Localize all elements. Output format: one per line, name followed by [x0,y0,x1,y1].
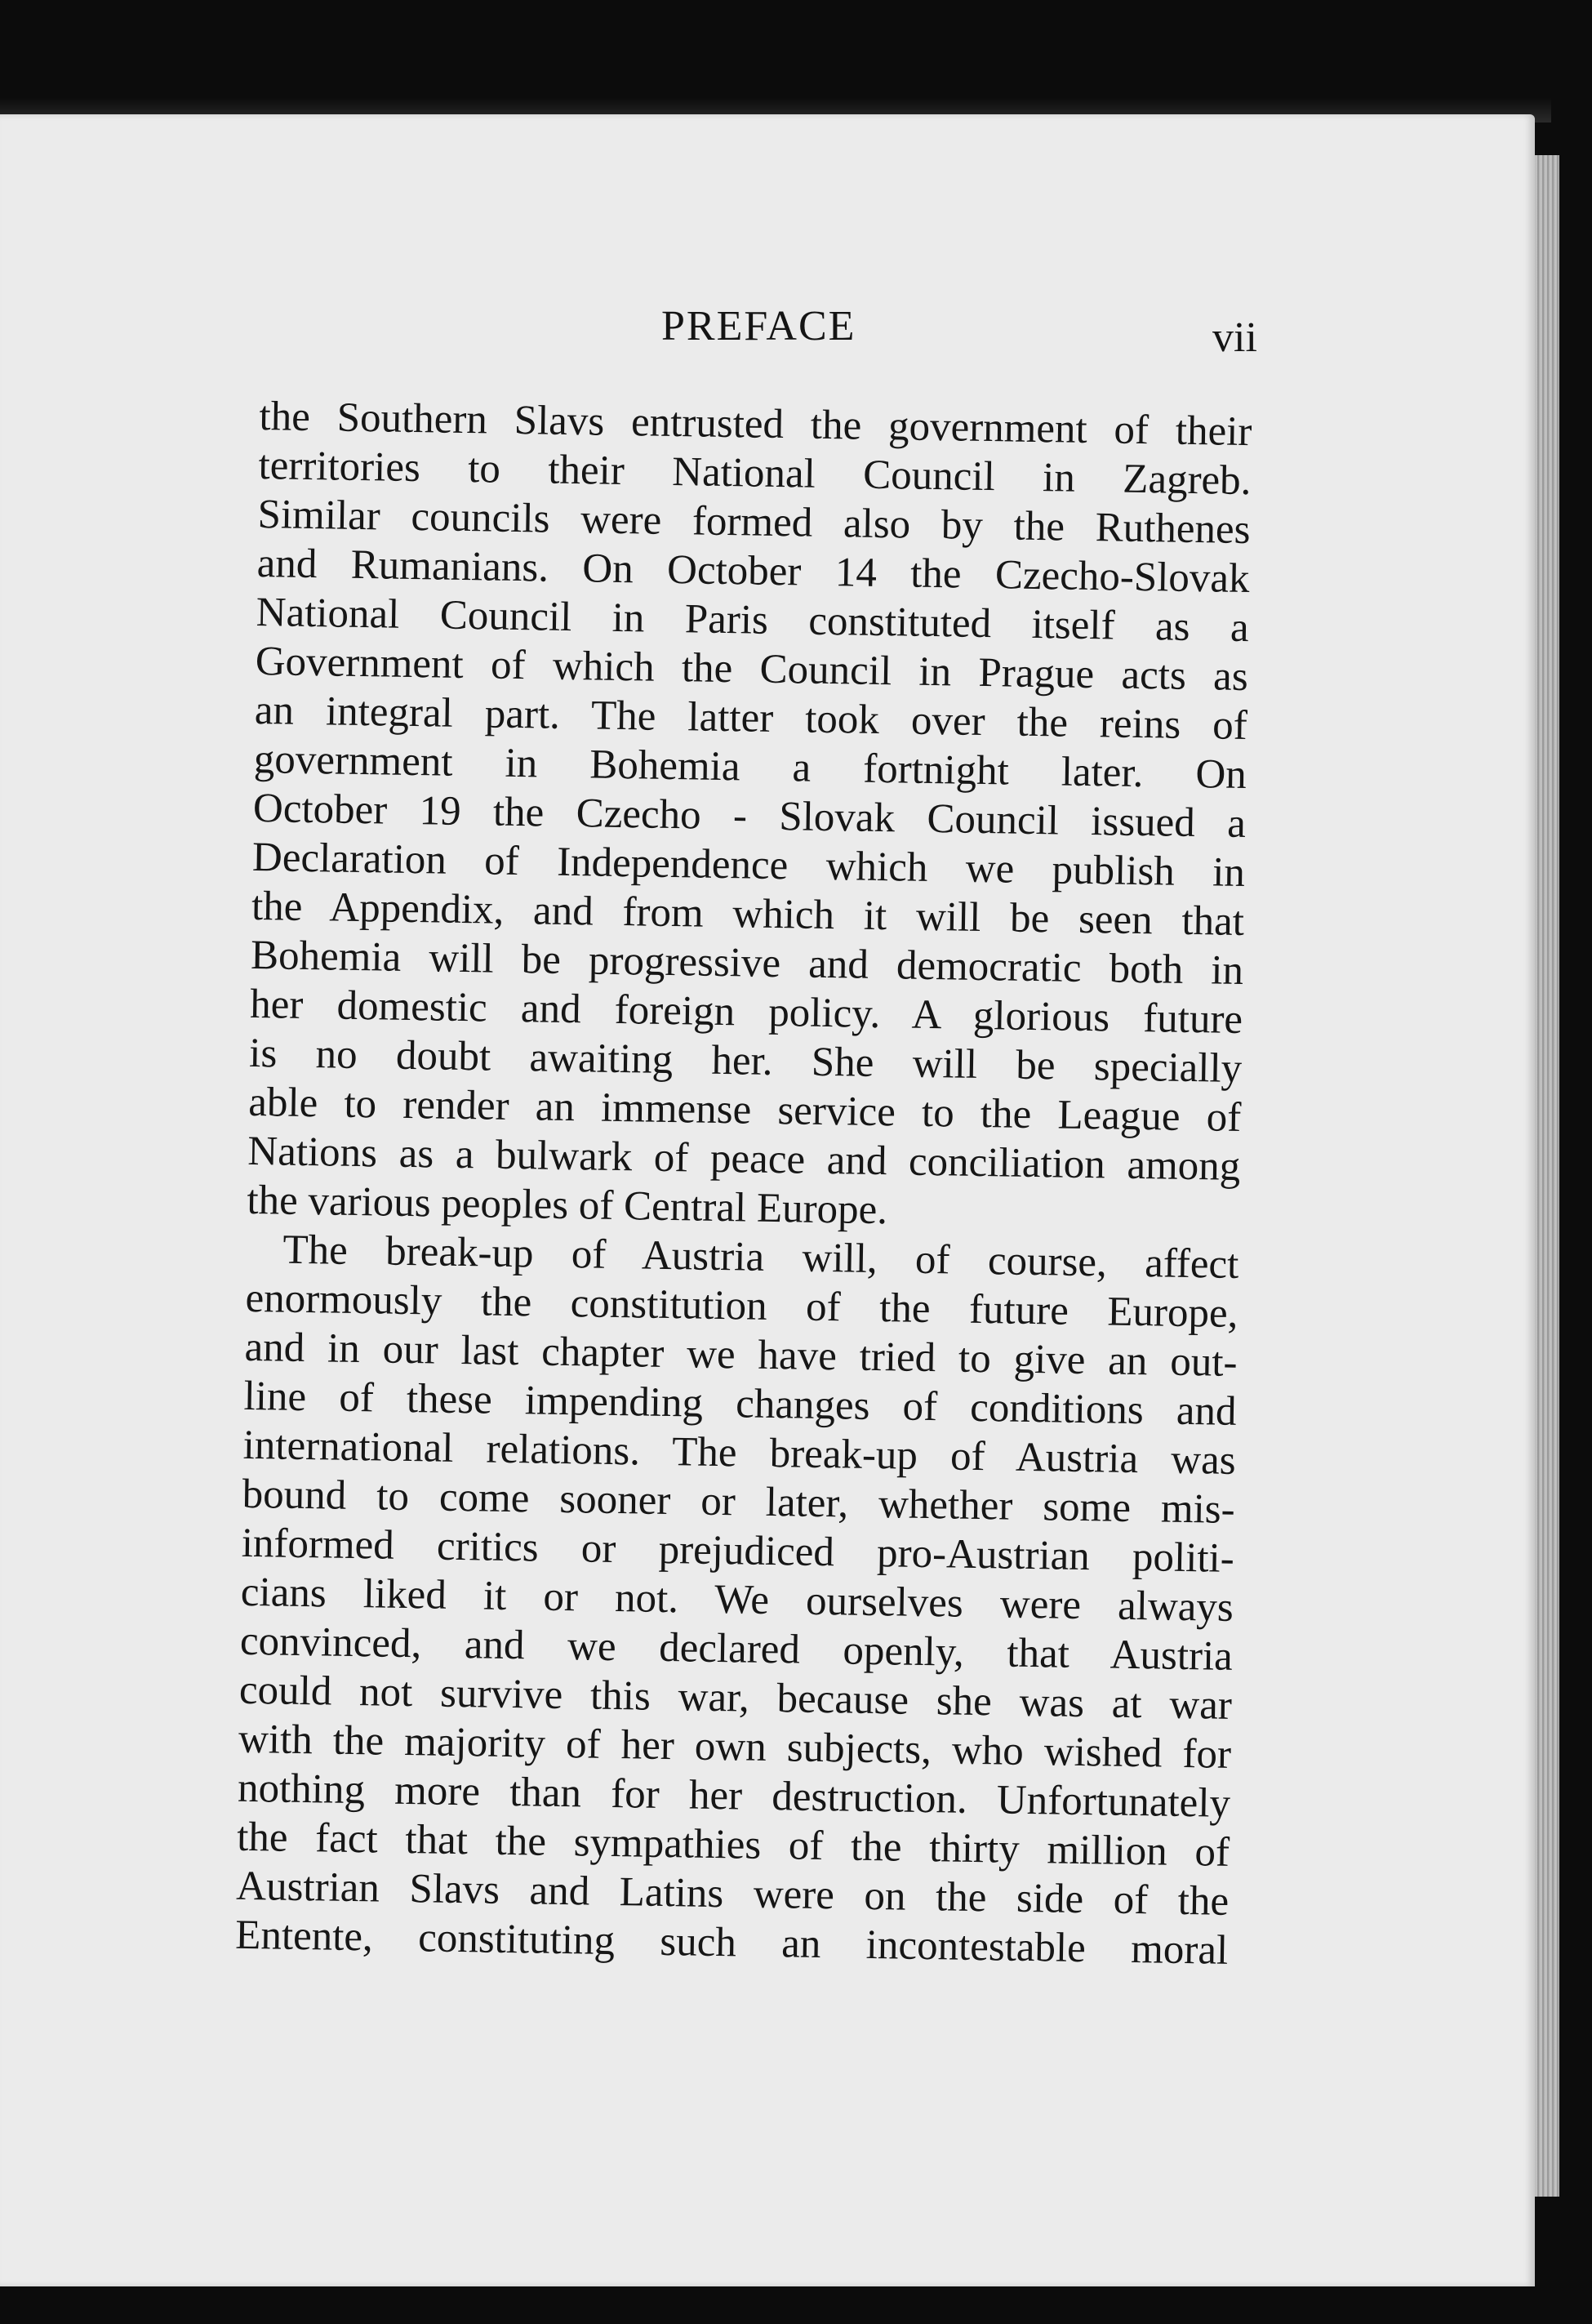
text-line: informed critics or prejudiced pro-Austrian politi- [241,1520,1235,1582]
text-line: Declaration of Independence which we publish in [251,834,1246,897]
text-line: National Council in Paris constituted itself as a [256,589,1250,652]
text-line: Bohemia will be progressive and democratic both in [250,932,1244,995]
text-line: territories to their National Council in Zagreb. [258,442,1252,505]
text-line: able to render an immense service to the League of [247,1079,1242,1141]
text-line: with the majority of her own subjects, who wished for [238,1716,1232,1778]
running-head [261,302,1265,359]
text-line: The break-up of Austria will, of course, affect [282,1227,1239,1288]
text-line: October 19 the Czecho - Slovak Council issued a [252,785,1247,848]
text-line: nothing more than for her destruction. Unfortunately [237,1765,1231,1827]
text-line: the Southern Slavs entrusted the government of their [259,393,1252,456]
text-line: convinced, and we declared openly, that Austria [239,1618,1234,1680]
page-number: vii [1212,314,1257,361]
text-line: Similar councils were formed also by the Ruthenes [257,491,1251,554]
text-line: enormously the constitution of the future Europe, [245,1275,1238,1337]
text-line: Nations as a bulwark of peace and conciliation among [247,1128,1241,1190]
text-line: an integral part. The latter took over the reins of [254,687,1248,750]
text-line: and Rumanians. On October 14 the Czecho-Slovak [256,540,1250,603]
text-line: the Appendix, and from which it will be seen that [251,883,1245,946]
body-text [235,392,1252,1975]
text-line: and in our last chapter we have tried to give an out- [244,1324,1238,1386]
text-line: the fact that the sympathies of the thirty million of [236,1814,1230,1876]
text-line: line of these impending changes of conditions and [243,1373,1237,1435]
text-line: bound to come sooner or later, whether some mis- [242,1471,1236,1533]
running-title: PREFACE [661,303,856,349]
text-line: cians liked it or not. We ourselves were always [240,1569,1234,1631]
text-line: the various peoples of Central Europe. [247,1177,888,1234]
page-edges [1535,155,1559,2197]
text-line: Government of which the Council in Prague acts as [255,638,1249,701]
text-line: is no doubt awaiting her. She will be specially [248,1030,1243,1092]
text-line: international relations. The break-up of Austria was [242,1422,1237,1484]
text-line: Austrian Slavs and Latins were on the side of the [235,1863,1230,1925]
text-line: could not survive this war, because she was at war [238,1667,1233,1729]
text-line: Entente, constituting such an incontestable moral [234,1912,1229,1974]
text-line: her domestic and foreign policy. A glorious future [249,981,1243,1044]
text-line: government in Bohemia a fortnight later. On [253,736,1247,799]
